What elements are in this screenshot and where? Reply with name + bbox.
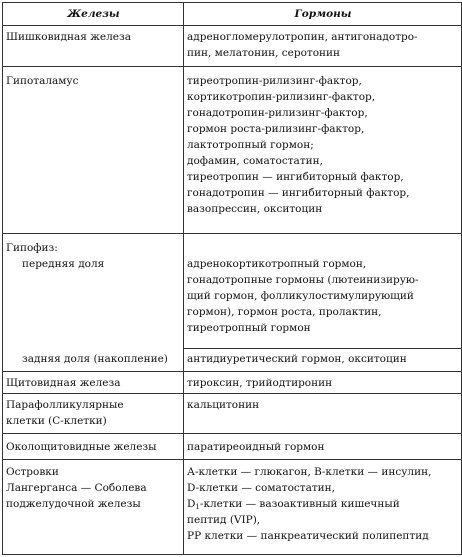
- gland-cell: [3, 434, 184, 460]
- gland-name: Щитовидная железа: [6, 377, 121, 389]
- hormone-line: кортикотропин-рилизинг-фактор,: [187, 91, 376, 103]
- hormones-cell: [184, 460, 462, 555]
- gland-cell: [3, 372, 184, 394]
- glands-hormones-table: [2, 2, 462, 555]
- hormone-line: гонадотропин-рилизинг-фактор,: [187, 107, 368, 119]
- hormone-line: пин, мелатонин, серотонин: [187, 47, 341, 59]
- table-row: [3, 372, 462, 394]
- gland-cell: [3, 460, 184, 555]
- gland-name: клетки (С-клетки): [6, 415, 107, 427]
- hormone-line: гормон), гормон роста, пролактин,: [187, 306, 382, 318]
- d1-subscript: 1: [195, 503, 200, 511]
- hormone-line: А-клетки — глюкагон, В-клетки — инсулин,: [187, 466, 432, 478]
- hormone-line: антидиуретический гормон, окситоцин: [187, 353, 407, 365]
- hormones-cell: [184, 234, 462, 349]
- hormone-line: кальцитонин: [187, 399, 260, 411]
- table-row: [3, 234, 462, 349]
- gland-cell: [3, 26, 184, 67]
- gland-name: Гипофиз:: [6, 242, 58, 254]
- hormone-line: вазопрессин, окситоцин: [187, 203, 323, 215]
- gland-name: поджелудочной железы: [6, 498, 141, 510]
- d1-prefix: D: [187, 498, 196, 510]
- hormone-line: пептид (VIP),: [187, 514, 261, 526]
- hormone-line: лактотропный гормон;: [187, 139, 314, 151]
- gland-name: Парафолликулярные: [6, 399, 124, 411]
- table-row: [3, 394, 462, 434]
- hormone-line: щий гормон, фолликулостимулирующий: [187, 290, 414, 302]
- gland-name: Гипоталамус: [6, 75, 79, 87]
- hormone-line: D-клетки — соматостатин,: [187, 482, 336, 494]
- hormones-cell: [184, 67, 462, 234]
- hormone-line: адреногломерулотропин, антигонадотро-: [187, 31, 418, 43]
- gland-name: Околощитовидные железы: [6, 441, 157, 453]
- hormone-line: гонадотропные гормоны (лютеинизирую-: [187, 274, 419, 286]
- gland-cell: [3, 234, 184, 349]
- hormone-line: паратиреоидный гормон: [187, 441, 325, 453]
- hormone-line: тироксин, трийодтиронин: [187, 377, 333, 389]
- table-row: [3, 434, 462, 460]
- header-glands: Железы: [3, 3, 184, 26]
- hormones-cell: [184, 26, 462, 67]
- table-row: [3, 26, 462, 67]
- table-row: [3, 460, 462, 555]
- hormone-line: [187, 496, 459, 512]
- table-header-row: [3, 3, 462, 26]
- d1-text: -клетки — вазоактивный кишечный: [199, 498, 400, 510]
- hormone-line: тиреотропин — ингибиторный фактор,: [187, 171, 404, 183]
- gland-name: Островки: [6, 466, 59, 478]
- hormones-cell: [184, 372, 462, 394]
- hormone-line: тиреотропин-рилизинг-фактор,: [187, 75, 362, 87]
- hormone-line: адренокортикотропный гормон,: [187, 258, 367, 270]
- gland-name: Лангерганса — Соболева: [6, 482, 147, 494]
- hormone-line: тиреотропный гормон: [187, 322, 311, 334]
- hormone-line: РР клетки — панкреатический полипептид: [187, 530, 429, 542]
- hormones-cell: [184, 394, 462, 434]
- gland-cell: [3, 349, 184, 372]
- hormones-cell: [184, 434, 462, 460]
- table-row: [3, 349, 462, 372]
- hormone-line: дофамин, соматостатин,: [187, 155, 323, 167]
- table-row: [3, 67, 462, 234]
- hormones-cell: [184, 349, 462, 372]
- gland-name: Шишковидная железа: [6, 31, 131, 43]
- header-hormones: Гормоны: [184, 3, 462, 26]
- gland-cell: [3, 394, 184, 434]
- gland-cell: [3, 67, 184, 234]
- hormone-line: гонадотропин — ингибиторный фактор,: [187, 187, 410, 199]
- gland-sublabel: передняя доля: [22, 258, 105, 270]
- hormone-line: гормон роста-рилизинг-фактор,: [187, 123, 365, 135]
- gland-sublabel: задняя доля (накопление): [22, 352, 168, 365]
